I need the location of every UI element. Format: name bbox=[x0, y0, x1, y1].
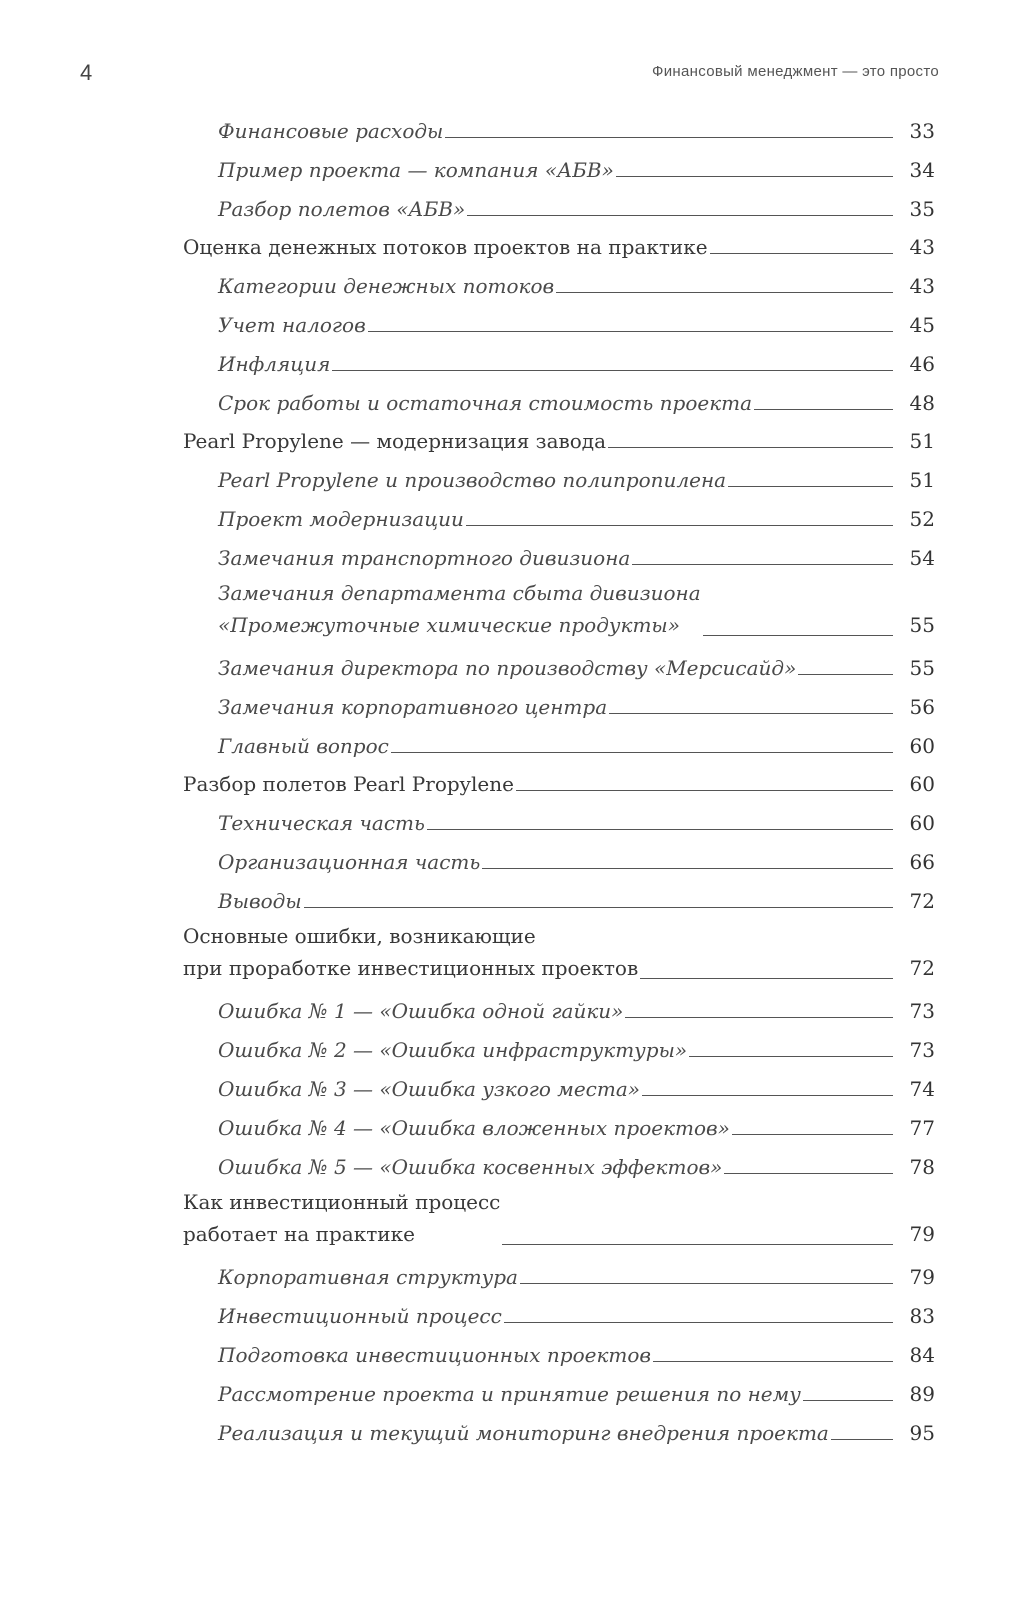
toc-leader-line bbox=[368, 331, 893, 332]
toc-entry-page: 35 bbox=[909, 197, 935, 221]
toc-entry bbox=[218, 1257, 935, 1289]
toc-entry-page: 72 bbox=[909, 889, 935, 913]
toc-entry bbox=[183, 764, 935, 796]
toc-leader-line bbox=[728, 486, 893, 487]
toc-entry bbox=[218, 1069, 935, 1101]
toc-leader-line bbox=[608, 447, 893, 448]
toc-entry-page: 51 bbox=[909, 429, 935, 453]
toc-leader-line bbox=[724, 1173, 893, 1174]
toc-entry bbox=[218, 1147, 935, 1179]
toc-leader-line bbox=[710, 253, 893, 254]
toc-entry bbox=[218, 383, 935, 415]
toc-leader-line bbox=[556, 292, 893, 293]
toc-entry-title: Разбор полетов Pearl Propylene bbox=[183, 772, 514, 796]
toc-entry-page: 60 bbox=[909, 772, 935, 796]
toc-entry-page: 83 bbox=[909, 1304, 935, 1328]
toc-leader-line bbox=[445, 137, 893, 138]
toc-entry bbox=[183, 920, 935, 984]
toc-entry bbox=[218, 881, 935, 913]
toc-entry-title: Ошибка № 2 — «Ошибка инфраструктуры» bbox=[218, 1038, 688, 1062]
toc-entry-page: 79 bbox=[909, 1265, 935, 1289]
toc-entry bbox=[218, 111, 935, 143]
toc-leader-line bbox=[502, 1244, 893, 1245]
toc-entry-page: 52 bbox=[909, 507, 935, 531]
toc-leader-line bbox=[304, 907, 893, 908]
toc-entry-page: 79 bbox=[909, 1222, 935, 1246]
toc-leader-line bbox=[427, 829, 893, 830]
toc-leader-line bbox=[632, 564, 893, 565]
toc-entry-title: Инфляция bbox=[218, 352, 331, 376]
toc-entry bbox=[218, 1374, 935, 1406]
toc-entry-page: 73 bbox=[909, 999, 935, 1023]
toc-entry bbox=[218, 1335, 935, 1367]
toc-entry-page: 60 bbox=[909, 734, 935, 758]
toc-entry bbox=[218, 150, 935, 182]
toc-entry-title: Организационная часть bbox=[218, 850, 481, 874]
toc-entry-title: Оценка денежных потоков проектов на практике bbox=[183, 235, 708, 259]
toc-entry-title: Pearl Propylene и производство полипропилена bbox=[218, 468, 727, 492]
toc-entry bbox=[218, 577, 935, 641]
toc-entry bbox=[218, 648, 935, 680]
toc-entry-page: 43 bbox=[909, 274, 935, 298]
toc-entry-page: 60 bbox=[909, 811, 935, 835]
toc-entry bbox=[218, 1413, 935, 1445]
toc-leader-line bbox=[332, 370, 893, 371]
toc-entry-title: Замечания транспортного дивизиона bbox=[218, 546, 631, 570]
toc-leader-line bbox=[520, 1283, 893, 1284]
toc-entry bbox=[218, 1296, 935, 1328]
toc-entry-title: Как инвестиционный процесс работает на практике bbox=[183, 1190, 501, 1246]
toc-entry-page: 55 bbox=[909, 613, 935, 637]
toc-entry-page: 74 bbox=[909, 1077, 935, 1101]
toc-entry-title: Ошибка № 4 — «Ошибка вложенных проектов» bbox=[218, 1116, 730, 1140]
toc-entry bbox=[218, 1030, 935, 1062]
toc-leader-line bbox=[732, 1134, 893, 1135]
toc-leader-line bbox=[391, 752, 893, 753]
toc-entry-page: 89 bbox=[909, 1382, 935, 1406]
toc-leader-line bbox=[516, 790, 893, 791]
toc-entry-title: Основные ошибки, возникающие при проработке инвестиционных проектов bbox=[183, 924, 639, 980]
toc-entry-title: Корпоративная структура bbox=[218, 1265, 518, 1289]
toc-entry-title: Выводы bbox=[218, 889, 302, 913]
toc-entry-page: 78 bbox=[909, 1155, 935, 1179]
toc-entry-page: 72 bbox=[909, 956, 935, 980]
toc-entry-title: Замечания корпоративного центра bbox=[218, 695, 608, 719]
toc-entry-title: Разбор полетов «АБВ» bbox=[218, 197, 466, 221]
toc-leader-line bbox=[798, 674, 893, 675]
toc-leader-line bbox=[625, 1017, 893, 1018]
toc-entry-title: Главный вопрос bbox=[218, 734, 389, 758]
running-head: Финансовый менеджмент — это просто bbox=[652, 63, 939, 80]
toc-leader-line bbox=[803, 1400, 893, 1401]
toc-entry-page: 34 bbox=[909, 158, 935, 182]
toc-entry bbox=[218, 842, 935, 874]
toc-entry-page: 77 bbox=[909, 1116, 935, 1140]
toc-entry-title: Рассмотрение проекта и принятие решения по нему bbox=[218, 1382, 801, 1406]
toc-entry bbox=[218, 305, 935, 337]
toc-entry-page: 84 bbox=[909, 1343, 935, 1367]
toc-entry-title: Инвестиционный процесс bbox=[218, 1304, 502, 1328]
toc-entry-title: Ошибка № 3 — «Ошибка узкого места» bbox=[218, 1077, 641, 1101]
toc-entry bbox=[183, 1186, 935, 1250]
toc-entry bbox=[218, 266, 935, 298]
toc-entry bbox=[218, 991, 935, 1023]
toc-entry-page: 73 bbox=[909, 1038, 935, 1062]
toc-entry-title: Техническая часть bbox=[218, 811, 425, 835]
toc-leader-line bbox=[466, 525, 893, 526]
toc-entry bbox=[218, 687, 935, 719]
toc-entry bbox=[183, 421, 935, 453]
toc-entry bbox=[218, 460, 935, 492]
toc-entry-title: Ошибка № 1 — «Ошибка одной гайки» bbox=[218, 999, 624, 1023]
toc-leader-line bbox=[754, 409, 893, 410]
toc-leader-line bbox=[703, 635, 893, 636]
toc-entry bbox=[218, 803, 935, 835]
toc-entry-page: 43 bbox=[909, 235, 935, 259]
toc-entry-title: Замечания директора по производству «Мерсисайд» bbox=[218, 656, 797, 680]
toc-entry-title: Замечания департамента сбыта дивизиона «Промежуточные химические продукты» bbox=[218, 581, 701, 637]
toc-leader-line bbox=[609, 713, 893, 714]
toc-entry-page: 45 bbox=[909, 313, 935, 337]
page-number: 4 bbox=[80, 60, 93, 85]
toc-leader-line bbox=[482, 868, 893, 869]
toc-entry-title: Учет налогов bbox=[218, 313, 366, 337]
toc-entry bbox=[183, 227, 935, 259]
toc-entry-title: Подготовка инвестиционных проектов bbox=[218, 1343, 652, 1367]
toc-entry-title: Категории денежных потоков bbox=[218, 274, 555, 298]
toc-leader-line bbox=[831, 1439, 893, 1440]
toc-entry-page: 46 bbox=[909, 352, 935, 376]
toc-entry-page: 51 bbox=[909, 468, 935, 492]
toc-entry-title: Срок работы и остаточная стоимость проекта bbox=[218, 391, 753, 415]
toc-entry-page: 54 bbox=[909, 546, 935, 570]
toc-leader-line bbox=[653, 1361, 893, 1362]
toc-entry-title: Финансовые расходы bbox=[218, 119, 444, 143]
toc-entry bbox=[218, 538, 935, 570]
toc-entry-title: Реализация и текущий мониторинг внедрения проекта bbox=[218, 1421, 829, 1445]
toc-entry bbox=[218, 499, 935, 531]
toc-entry-title: Пример проекта — компания «АБВ» bbox=[218, 158, 614, 182]
toc-entry-page: 95 bbox=[909, 1421, 935, 1445]
toc-entry bbox=[218, 1108, 935, 1140]
toc-entry-page: 33 bbox=[909, 119, 935, 143]
toc-leader-line bbox=[616, 176, 893, 177]
toc-entry bbox=[218, 726, 935, 758]
toc-entry-page: 66 bbox=[909, 850, 935, 874]
toc-entry bbox=[218, 189, 935, 221]
toc-entry-page: 48 bbox=[909, 391, 935, 415]
toc-leader-line bbox=[642, 1095, 893, 1096]
toc-entry-page: 56 bbox=[909, 695, 935, 719]
toc-leader-line bbox=[504, 1322, 893, 1323]
toc-entry-title: Ошибка № 5 — «Ошибка косвенных эффектов» bbox=[218, 1155, 723, 1179]
toc-entry-title: Pearl Propylene — модернизация завода bbox=[183, 429, 607, 453]
toc-leader-line bbox=[640, 978, 893, 979]
toc-entry bbox=[218, 344, 935, 376]
toc-entry-page: 55 bbox=[909, 656, 935, 680]
toc-leader-line bbox=[467, 215, 893, 216]
toc-entry-title: Проект модернизации bbox=[218, 507, 464, 531]
toc-leader-line bbox=[689, 1056, 893, 1057]
